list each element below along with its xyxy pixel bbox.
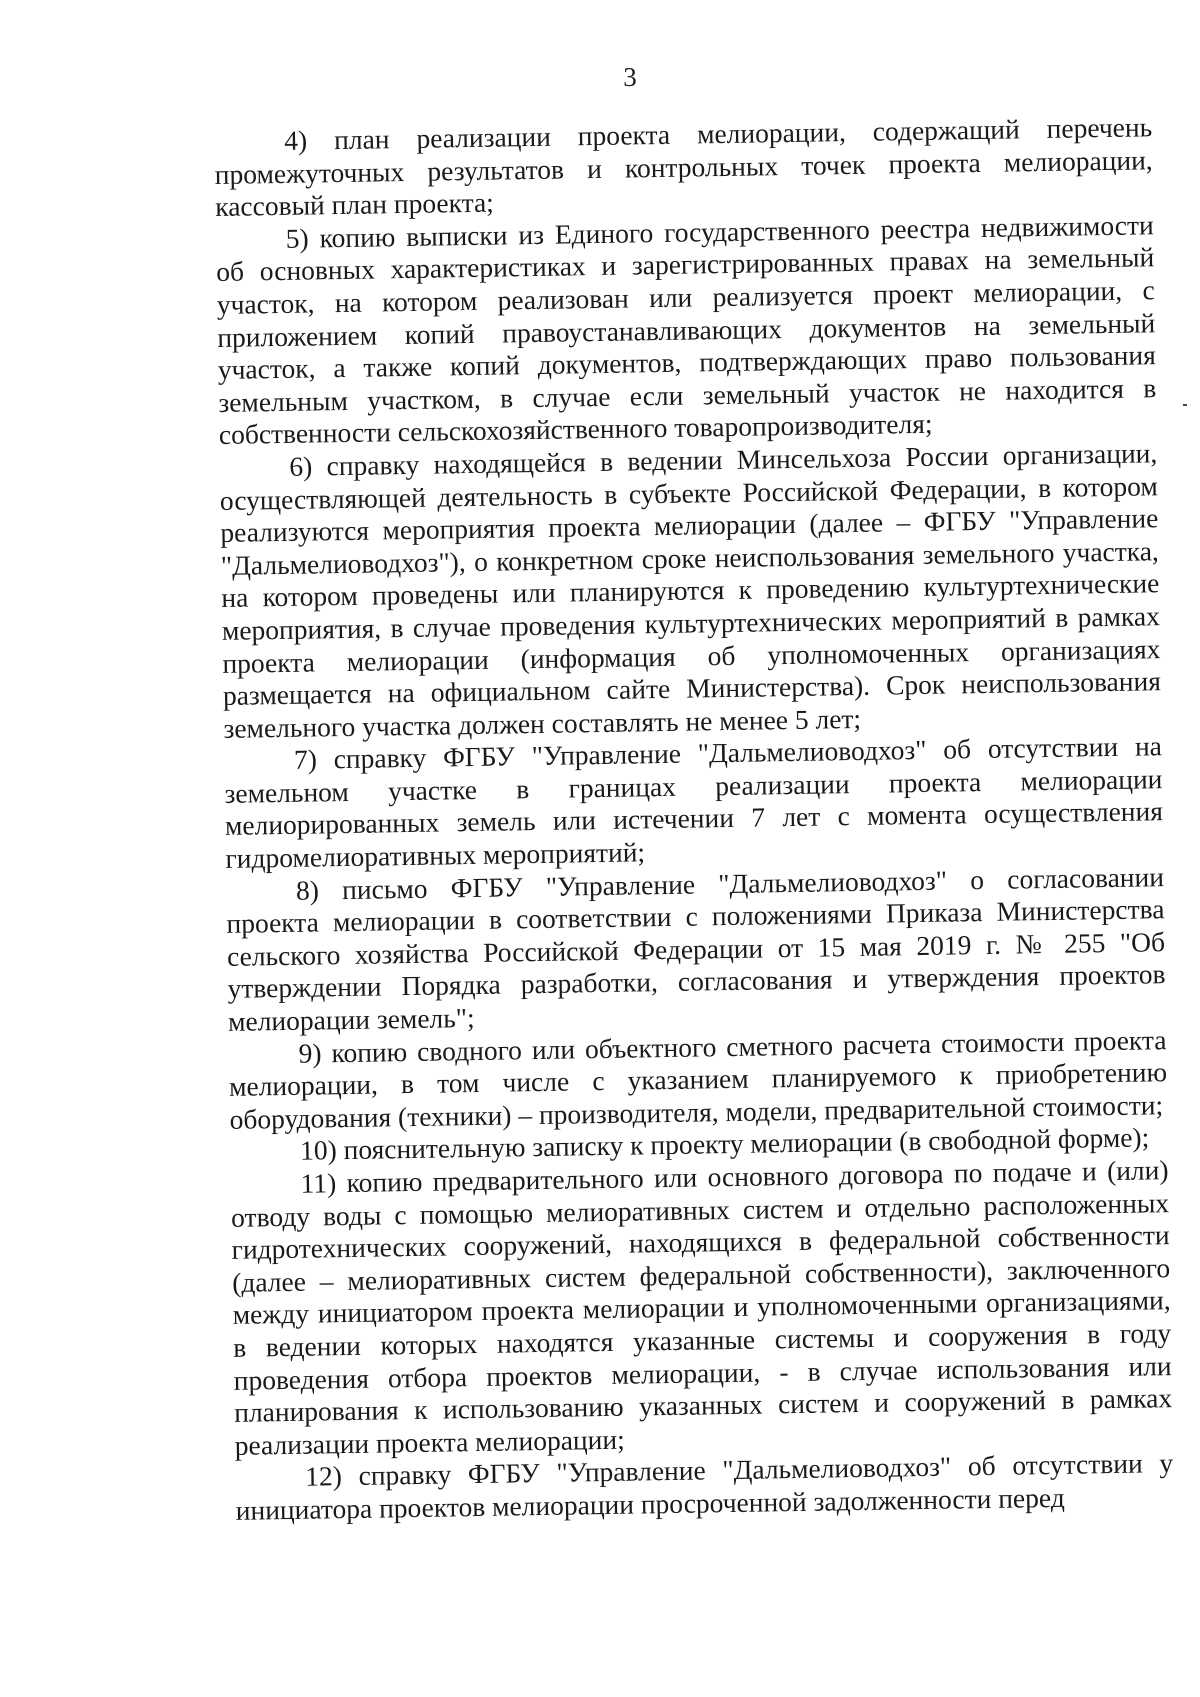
page-number: 3 <box>623 62 637 92</box>
list-item-12: 12) справку ФГБУ "Управление "Дальмелиоводхоз" об отсутствии у инициатора проектов мелиорации просроченной задолженности перед <box>235 1447 1174 1526</box>
scan-speck <box>1183 404 1187 406</box>
document-body <box>214 111 1174 1527</box>
list-item-6: 6) справку находящейся в ведении Минсельхоза России организации, осуществляющей деятельность в субъекте Российской Федерации, в котором реализуются мероприятия проекта мелиорации (далее – ФГБУ "Управление "Дальмелиоводхоз"), о конкретном сроке неиспользования земельного участка, на котором проведены или планируются к проведению культуртехнические мероприятия, в случае проведения культуртехнических мероприятий в рамках проекта мелиорации (информация об уполномоченных организациях размещается на официальном сайте Министерства). Срок неиспользования земельного участка должен составлять не менее 5 лет; <box>219 437 1162 744</box>
list-item-4: 4) план реализации проекта мелиорации, содержащий перечень промежуточных результатов и контрольных точек проекта мелиорации, кассовый план проекта; <box>214 111 1153 223</box>
list-item-10: 10) пояснительную записку к проекту мелиорации (в свободной форме); <box>299 1121 1150 1167</box>
list-item-5: 5) копию выписки из Единого государственного реестра недвижимости об основных характеристиках и зарегистрированных правах на земельный участок, на котором реализован или реализуется проект мелиорации, с приложением копий правоустанавливающих документов на земельный участок, а также копий документов, подтверждающих право пользования земельным участком, в случае если земельный участок не находится в собственности сельскохозяйственного товаропроизводителя; <box>216 209 1157 451</box>
list-item-7: 7) справку ФГБУ "Управление "Дальмелиоводхоз" об отсутствии на земельном участке в границах реализации проекта мелиорации мелиорированных земель или истечении 7 лет с момента осуществления гидромелиоративных мероприятий; <box>224 730 1164 874</box>
list-item-11: 11) копию предварительного или основного договора по подаче и (или) отводу воды с помощью мелиоративных систем и отдельно расположенных гидротехнических сооружений, находящихся в федеральной собственности (далее – мелиоративных систем федеральной собственности), заключенного между инициатором проекта мелиорации и уполномоченными организациями, в ведении которых находятся указанные системы и сооружения в году проведения отбора проектов мелиорации, - в случае использования или планирования к использованию указанных систем и сооружений в рамках реализации проекта мелиорации; <box>230 1154 1173 1461</box>
list-item-9: 9) копию сводного или объектного сметного расчета стоимости проекта мелиорации, в том числе с указанием планируемого к приобретению оборудования (техники) – производителя, модели, предварительной стоимости; <box>228 1023 1168 1135</box>
list-item-8: 8) письмо ФГБУ "Управление "Дальмелиоводхоз" о согласовании проекта мелиорации в соответствии с положениями Приказа Министерства сельского хозяйства Российской Федерации от 15 мая 2019 г. № 255 "Об утверждении Порядка разработки, согласования и утверждения проектов мелиорации земель"; <box>226 860 1166 1037</box>
